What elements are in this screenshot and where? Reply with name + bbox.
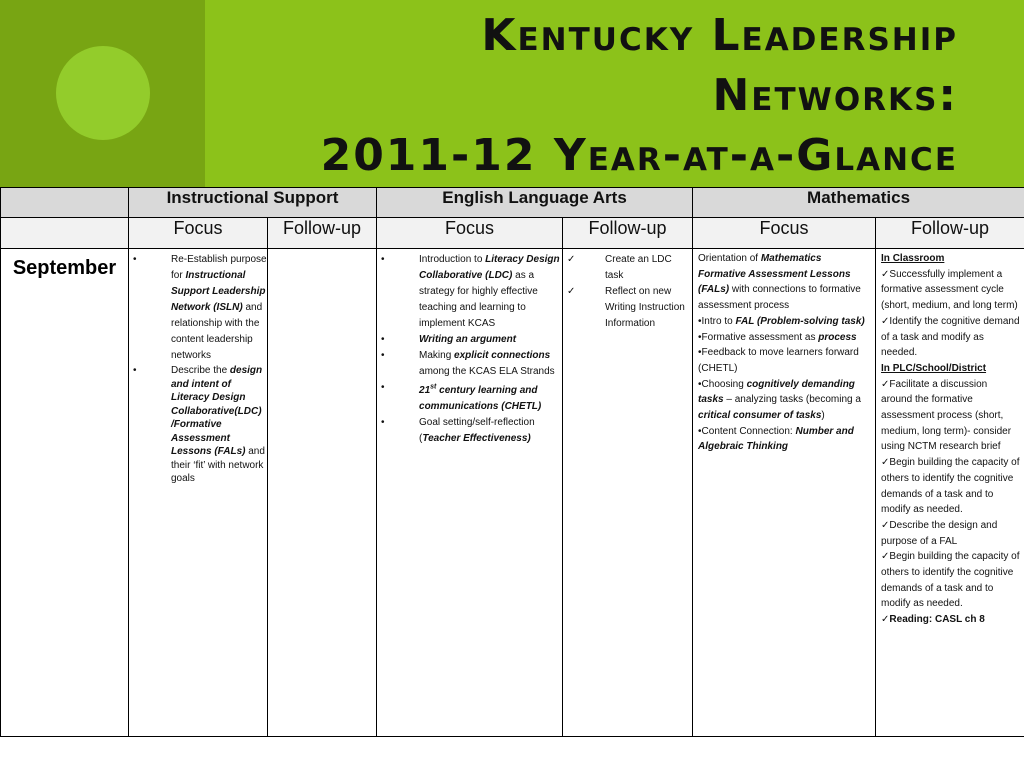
check-icon: ✓ [567, 286, 576, 297]
text-line: •Formative assessment as process [698, 331, 857, 343]
check-item: ✓Reading: CASL ch 8 [881, 614, 985, 626]
list-item: ✓ Create an LDC task [567, 254, 672, 281]
math-focus-cell [693, 249, 876, 737]
list-item: • Introduction to Literacy Design Collaborative (LDC) as a strategy for highly effective teaching and learning to implement KCAS [381, 254, 560, 329]
list-item: • 21st century learning and communications (CHETL) [381, 382, 542, 413]
check-icon: ✓ [881, 614, 890, 626]
subheader-followup: Follow-up [563, 218, 693, 249]
check-item: ✓Describe the design and purpose of a FAL [881, 519, 998, 547]
title-line-1: Kentucky Leadership [481, 10, 958, 61]
text-line: •Content Connection: Number and Algebraic Thinking [698, 425, 854, 453]
check-item: ✓Begin building the capacity of others to identify the cognitive demands of a task and to modify as needed. [881, 551, 1020, 610]
check-icon: ✓ [881, 457, 890, 469]
subheader-focus: Focus [377, 218, 563, 249]
check-item: ✓Begin building the capacity of others to identify the cognitive demands of a task and to modify as needed. [881, 457, 1020, 516]
section-heading: In Classroom [881, 253, 945, 264]
check-icon: ✓ [881, 519, 890, 531]
title-line-3: 2011-12 Year-at-a-Glance [320, 130, 958, 181]
decorative-circle [56, 46, 150, 140]
check-icon: ✓ [881, 551, 890, 563]
list-item: • Making explicit connections among the KCAS ELA Strands [381, 350, 555, 377]
subheader-followup: Follow-up [268, 218, 377, 249]
list-item: • Writing an argument [419, 332, 562, 348]
list-item: • Goal setting/self-reflection (Teacher Effectiveness) [381, 417, 535, 445]
subheader-row [1, 218, 1024, 249]
group-header-instructional-support: Instructional Support [129, 188, 377, 218]
check-item: ✓Successfully implement a formative assessment cycle (short, medium, and long term) [881, 268, 1018, 312]
check-item: ✓Facilitate a discussion around the formative assessment process (short, medium, long term)- consider using NCTM research brief [881, 378, 1012, 453]
text-line: •Choosing cognitively demanding tasks – analyzing tasks (becoming a critical consumer of tasks) [698, 378, 861, 422]
check-icon: ✓ [881, 315, 890, 327]
title-banner [0, 0, 1024, 187]
check-icon: ✓ [881, 378, 890, 390]
list-item: • Re-Establish purpose for Instructional Support Leadership Network (ISLN) and relationship with the content leadership networks [133, 254, 267, 361]
text-line: •Intro to FAL (Problem-solving task) [698, 315, 865, 327]
list-item: ✓ Reflect on new Writing Instruction Information [567, 286, 685, 329]
group-header-ela: English Language Arts [377, 188, 693, 218]
check-icon: ✓ [881, 268, 890, 280]
bullet-icon: • [381, 350, 385, 361]
bullet-icon: • [133, 254, 137, 265]
year-at-a-glance-table [0, 187, 1024, 737]
list-item: • Describe the design and intent of Literacy Design Collaborative(LDC) /Formative Assessment Lessons (FALs) and their ‘fit’ with network goals [133, 365, 265, 484]
september-row [1, 249, 1024, 737]
text-line: •Feedback to move learners forward (CHETL) [698, 347, 859, 374]
bullet-icon: • [133, 365, 137, 376]
ela-focus-cell [377, 249, 563, 737]
bullet-icon: • [381, 417, 385, 429]
check-icon: ✓ [567, 254, 576, 265]
bullet-icon: • [381, 382, 385, 393]
group-header-row [1, 188, 1024, 218]
math-followup-cell [876, 249, 1024, 737]
instructional-support-focus-cell [129, 249, 268, 737]
bullet-icon: • [381, 254, 385, 265]
corner-cell [1, 188, 129, 218]
slide-title [321, 6, 958, 186]
month-label: September [1, 249, 129, 737]
subheader-focus: Focus [693, 218, 876, 249]
bullet-icon: • [381, 334, 385, 345]
section-heading: In PLC/School/District [881, 362, 987, 374]
title-line-2: Networks: [712, 70, 958, 121]
subheader-followup: Follow-up [876, 218, 1024, 249]
text-line: Orientation of Mathematics Formative Assessment Lessons (FALs) with connections to formative assessment process [698, 253, 861, 312]
subheader-empty-cell [1, 218, 129, 249]
subheader-focus: Focus [129, 218, 268, 249]
instructional-support-followup-cell [268, 249, 377, 737]
group-header-mathematics: Mathematics [693, 188, 1024, 218]
ela-followup-cell [563, 249, 693, 737]
check-item: ✓Identify the cognitive demand of a task and modify as needed. [881, 315, 1020, 359]
